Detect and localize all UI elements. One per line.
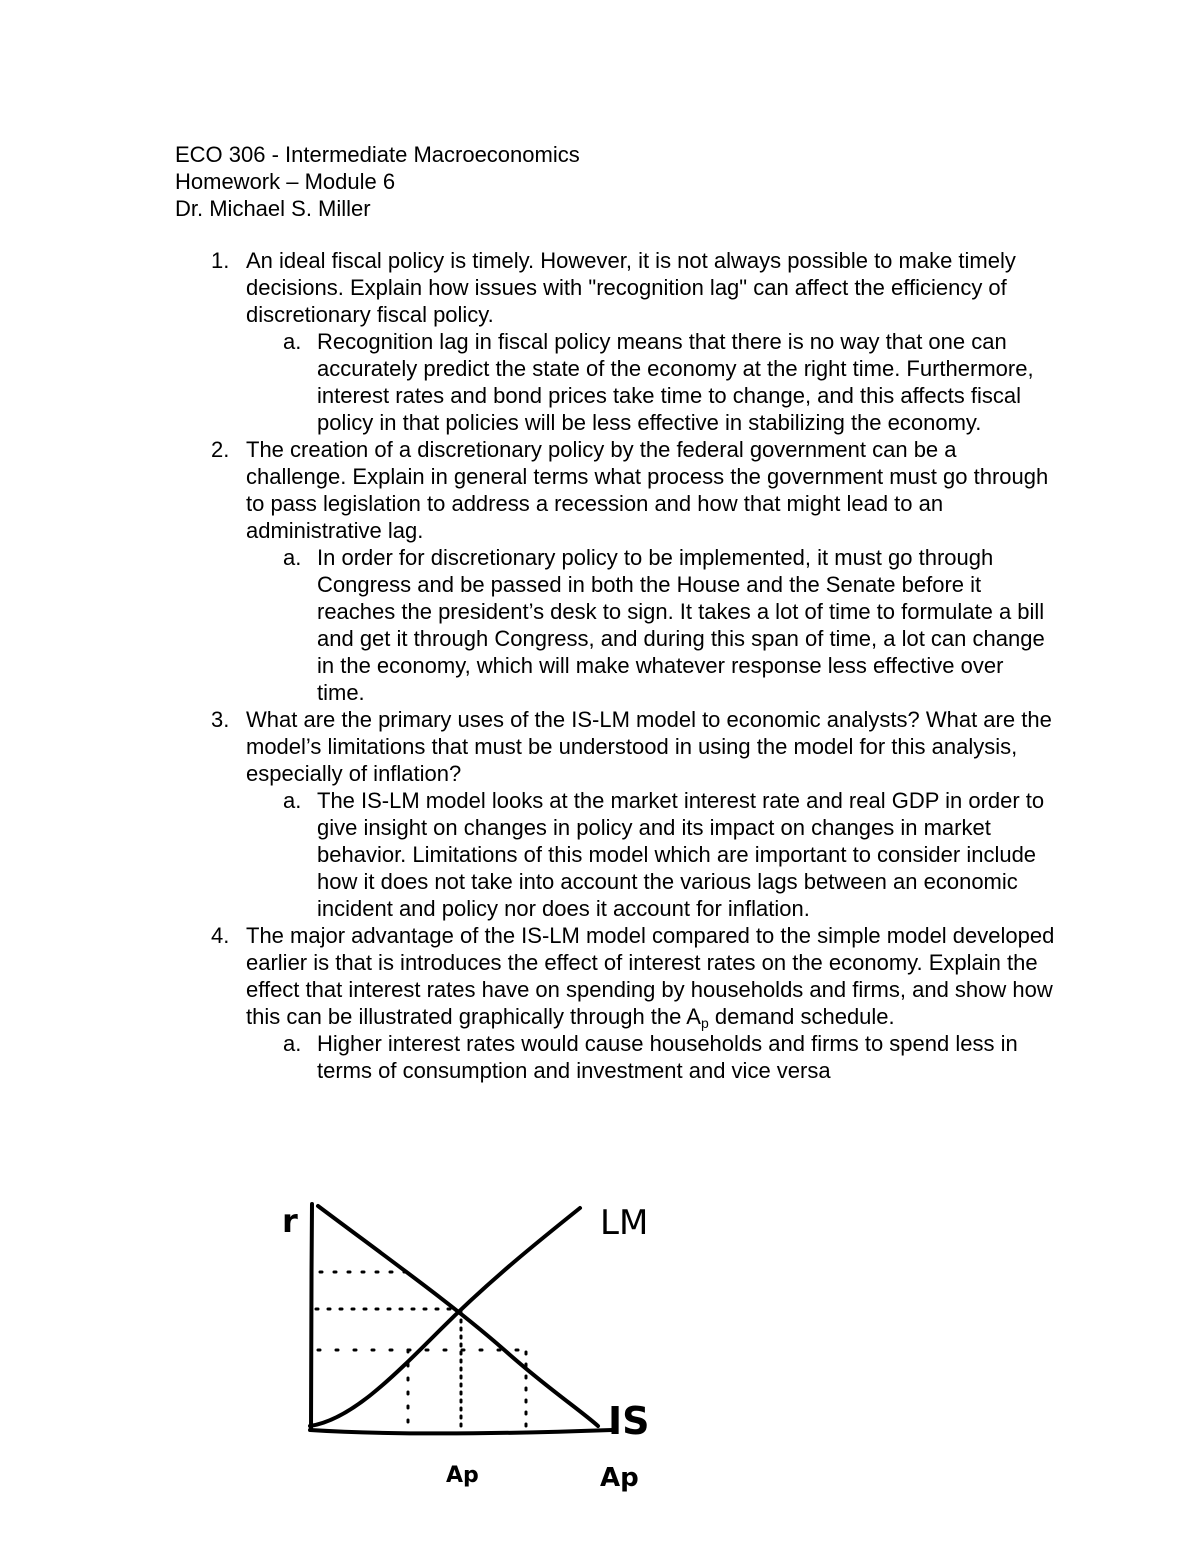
answer-letter: a. <box>283 545 302 570</box>
answer-1a <box>246 328 1055 436</box>
is-curve <box>318 1206 598 1426</box>
course-title: ECO 306 - Intermediate Macroeconomics <box>175 142 580 167</box>
y-axis-label: r <box>282 1202 298 1240</box>
answer-2a <box>246 544 1055 706</box>
question-text: An ideal fiscal policy is timely. However, it is not always possible to make timely decisions. Explain how issues with "recognition lag" can affect the efficiency of discretionary fiscal policy. <box>246 248 1016 327</box>
answer-letter: a. <box>283 788 302 813</box>
instructor-name: Dr. Michael S. Miller <box>175 196 371 221</box>
question-text <box>246 923 1054 1029</box>
question-text: The creation of a discretionary policy by the federal government can be a challenge. Explain in general terms what process the government must go through to pass legislation to address a recession and how that might lead to an administrative lag. <box>246 437 1049 543</box>
answer-4a <box>246 1030 1055 1084</box>
y-axis-line <box>311 1204 312 1430</box>
question-3 <box>175 706 1055 922</box>
answer-list <box>246 328 1055 436</box>
subscript-p: p <box>700 1015 709 1031</box>
answer-list <box>246 544 1055 706</box>
question-number: 3. <box>211 707 230 732</box>
question-1 <box>175 247 1055 436</box>
question-number: 1. <box>211 248 230 273</box>
lm-label: LM <box>600 1203 649 1243</box>
question-number: 2. <box>211 437 230 462</box>
question-text: What are the primary uses of the IS-LM model to economic analysts? What are the model’s limitations that must be understood in using the model for this analysis, especially of inflation? <box>246 707 1052 786</box>
question-number: 4. <box>211 923 230 948</box>
answer-list <box>246 787 1055 922</box>
answer-text: Recognition lag in fiscal policy means that there is no way that one can accurately predict the state of the economy at the right time. Furthermore, interest rates and bond prices take time to change, and this affects fiscal policy in that policies will be less effective in stabilizing the economy. <box>317 329 1034 435</box>
answer-list <box>246 1030 1055 1084</box>
question-2 <box>175 436 1055 706</box>
question-text-tail: demand schedule. <box>708 1004 895 1029</box>
is-label: IS <box>608 1399 650 1443</box>
question-list <box>175 247 1055 1084</box>
x-axis-line <box>310 1430 612 1433</box>
lm-curve <box>310 1208 580 1426</box>
answer-text: The IS-LM model looks at the market interest rate and real GDP in order to give insight on changes in policy and its impact on changes in market behavior. Limitations of this model which are important to consider include how it does not take into account the various lags between an economic incident and policy nor does it account for inflation. <box>317 788 1045 921</box>
question-text-main: The major advantage of the IS-LM model compared to the simple model developed earlier is that is introduces the effect of interest rates on the economy. Explain the effect that interest rates have on spending by households and firms, and show how this can be illustrated graphically through the A <box>246 923 1055 1029</box>
assignment-title: Homework – Module 6 <box>175 169 396 194</box>
x-tick-label: Ap <box>446 1463 479 1488</box>
answer-letter: a. <box>283 329 302 354</box>
answer-3a <box>246 787 1055 922</box>
is-lm-sketch <box>270 1190 700 1510</box>
question-4 <box>175 922 1055 1084</box>
answer-letter: a. <box>283 1031 302 1056</box>
answer-text: Higher interest rates would cause households and firms to spend less in terms of consumption and investment and vice versa <box>317 1031 1018 1083</box>
answer-text: In order for discretionary policy to be implemented, it must go through Congress and be passed in both the House and the Senate before it reaches the president’s desk to sign. It takes a lot of time to formulate a bill and get it through Congress, and during this span of time, a lot can change in the economy, which will make whatever response less effective over time. <box>317 545 1045 705</box>
x-axis-label: Ap <box>600 1463 639 1493</box>
document-body <box>175 141 1055 1084</box>
